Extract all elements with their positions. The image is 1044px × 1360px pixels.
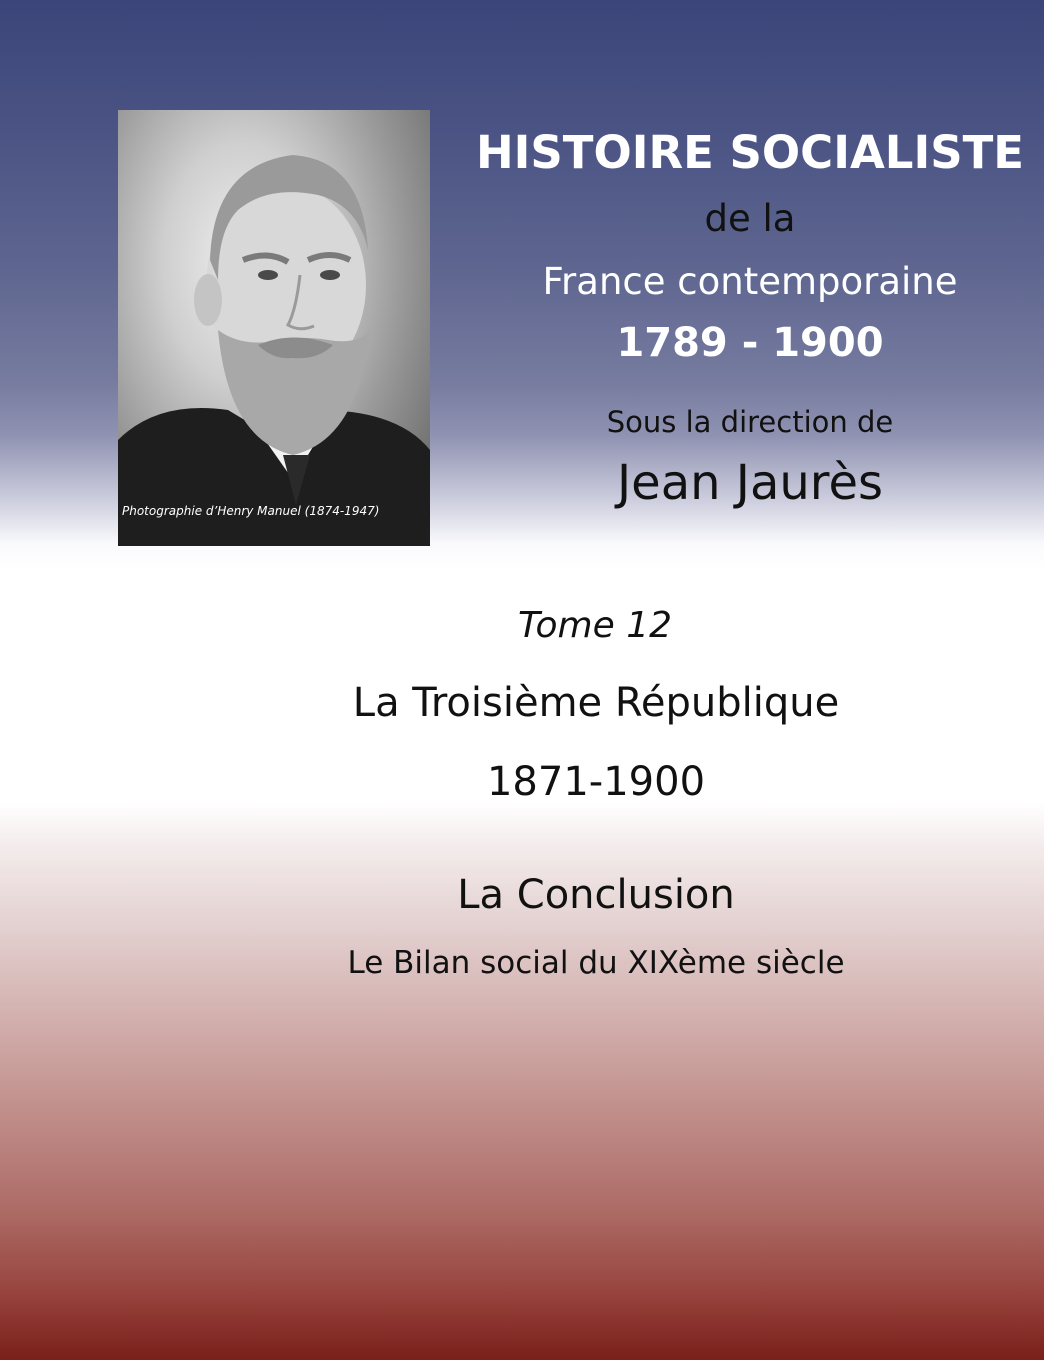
section-title: La Conclusion: [457, 872, 735, 918]
author-portrait: [118, 110, 430, 546]
volume-title: La Troisième République: [352, 680, 840, 726]
portrait-photo-icon: [118, 110, 430, 546]
series-years: 1789 - 1900: [616, 320, 884, 366]
series-subtitle-line1: de la: [704, 197, 796, 240]
author-name: Jean Jaurès: [617, 455, 883, 511]
section-subtitle: Le Bilan social du XIXème siècle: [347, 945, 845, 981]
volume-years: 1871-1900: [486, 759, 706, 805]
tome-number: Tome 12: [517, 605, 673, 646]
direction-label: Sous la direction de: [606, 405, 894, 439]
series-subtitle-line2: France contemporaine: [542, 260, 958, 303]
series-title: HISTOIRE SOCIALISTE: [475, 126, 1025, 179]
photo-credit: Photographie d’Henry Manuel (1874-1947): [122, 504, 380, 518]
